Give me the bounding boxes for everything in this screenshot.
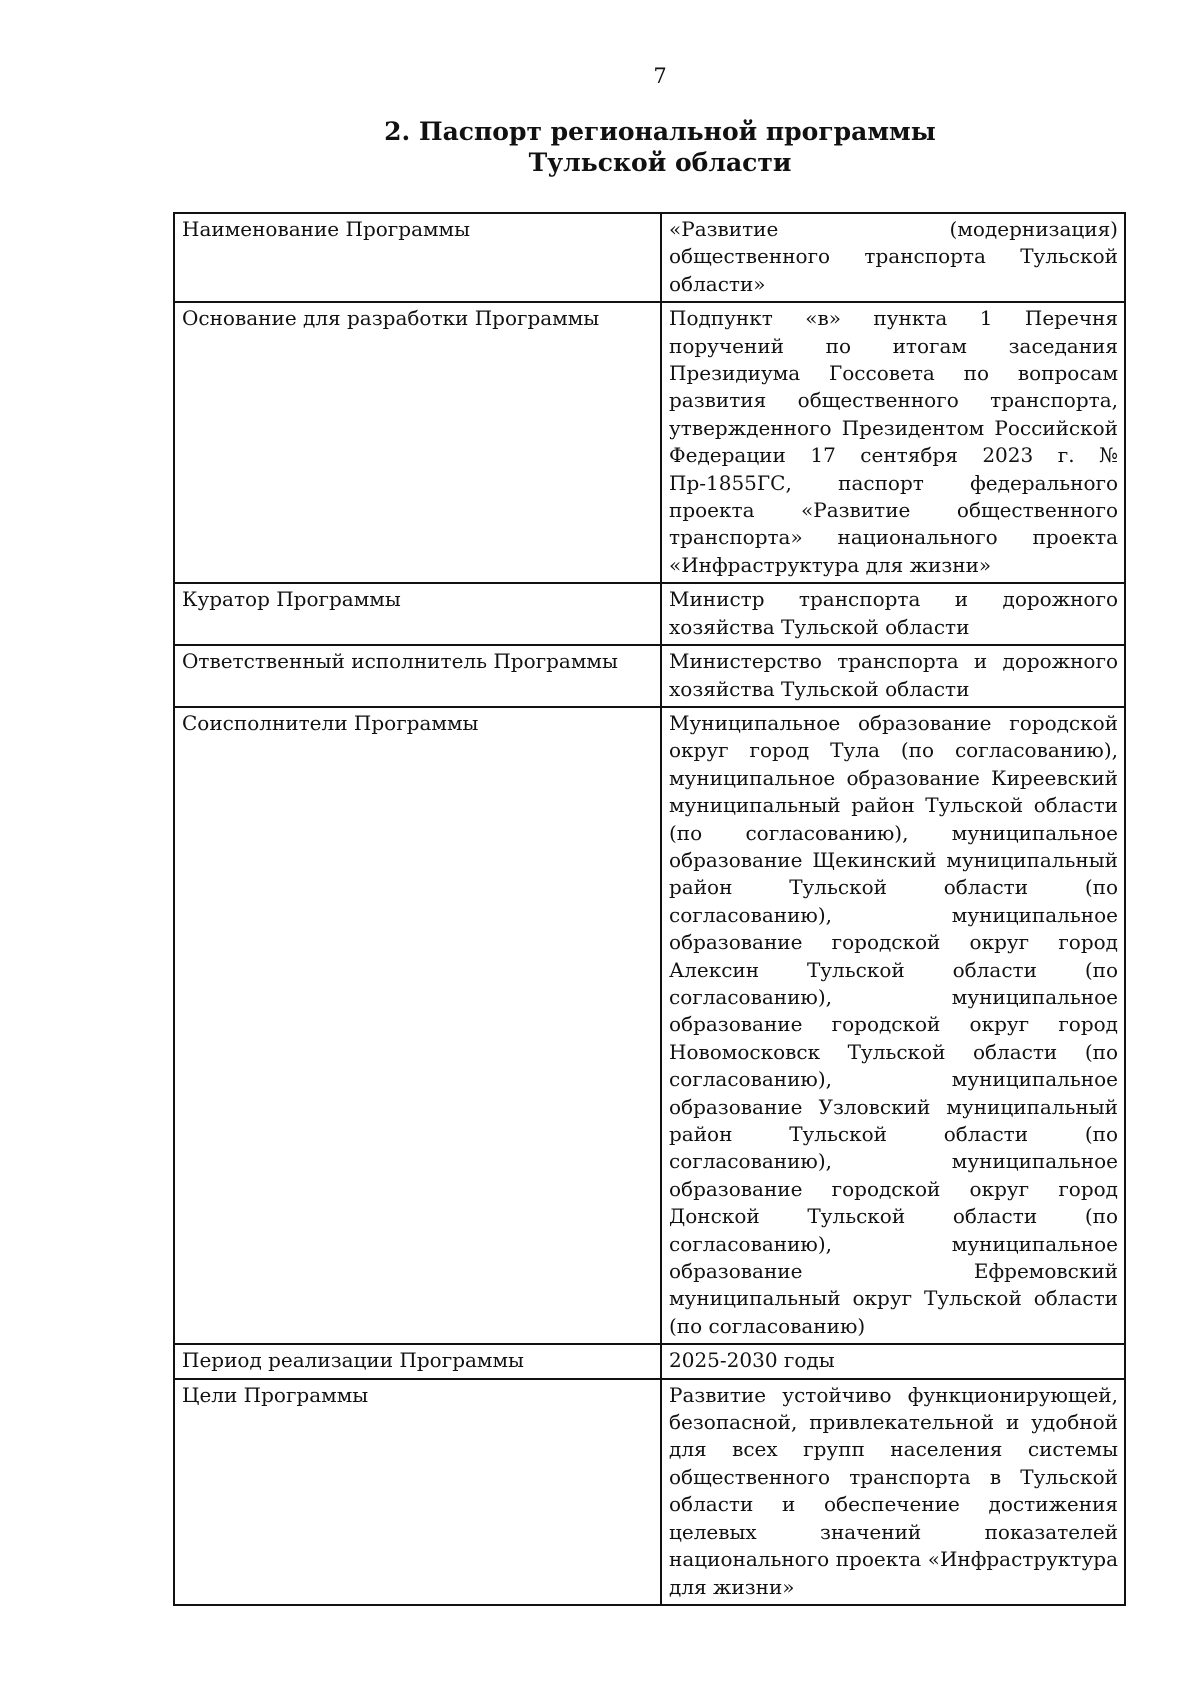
title-line-2: Тульской области [528, 148, 792, 177]
row-value: «Развитие (модернизация) общественного транспорта Тульской области» [661, 213, 1125, 302]
table-row [174, 213, 1125, 302]
row-value: Министр транспорта и дорожного хозяйства Тульской области [661, 583, 1125, 645]
table-row [174, 302, 1125, 583]
page-title [0, 116, 1200, 178]
passport-table [173, 212, 1126, 1606]
table-row [174, 583, 1125, 645]
row-label: Наименование Программы [174, 213, 661, 302]
row-value: Министерство транспорта и дорожного хозяйства Тульской области [661, 645, 1125, 707]
row-label: Цели Программы [174, 1379, 661, 1605]
table-row [174, 1379, 1125, 1605]
row-value: Развитие устойчиво функционирующей, безопасной, привлекательной и удобной для всех групп населения системы общественного транспорта в Тульской области и обеспечение достижения целевых значений показателей национального проекта «Инфраструктура для жизни» [661, 1379, 1125, 1605]
table-row [174, 645, 1125, 707]
row-value: Муниципальное образование городской округ город Тула (по согласованию), муниципальное образование Киреевский муниципальный район Тульской области (по согласованию), муниципальное образование Щекинский муниципальный район Тульской области (по согласованию), муниципальное образование городской округ город Алексин Тульской области (по согласованию), муниципальное образование городской округ город Новомосковск Тульской области (по согласованию), муниципальное образование Узловский муниципальный район Тульской области (по согласованию), муниципальное образование городской округ город Донской Тульской области (по согласованию), муниципальное образование Ефремовский муниципальный округ Тульской области (по согласованию) [661, 707, 1125, 1344]
row-label: Куратор Программы [174, 583, 661, 645]
table-row [174, 707, 1125, 1344]
title-line-1: 2. Паспорт региональной программы [384, 117, 936, 146]
row-value: Подпункт «в» пункта 1 Перечня поручений по итогам заседания Президиума Госсовета по вопросам развития общественного транспорта, утвержденного Президентом Российской Федерации 17 сентября 2023 г. № Пр-1855ГС, паспорт федерального проекта «Развитие общественного транспорта» национального проекта «Инфраструктура для жизни» [661, 302, 1125, 583]
table-row [174, 1344, 1125, 1378]
row-label: Период реализации Программы [174, 1344, 661, 1378]
row-label: Ответственный исполнитель Программы [174, 645, 661, 707]
row-label: Соисполнители Программы [174, 707, 661, 1344]
page-number: 7 [653, 64, 667, 88]
row-label: Основание для разработки Программы [174, 302, 661, 583]
row-value: 2025-2030 годы [661, 1344, 1125, 1378]
